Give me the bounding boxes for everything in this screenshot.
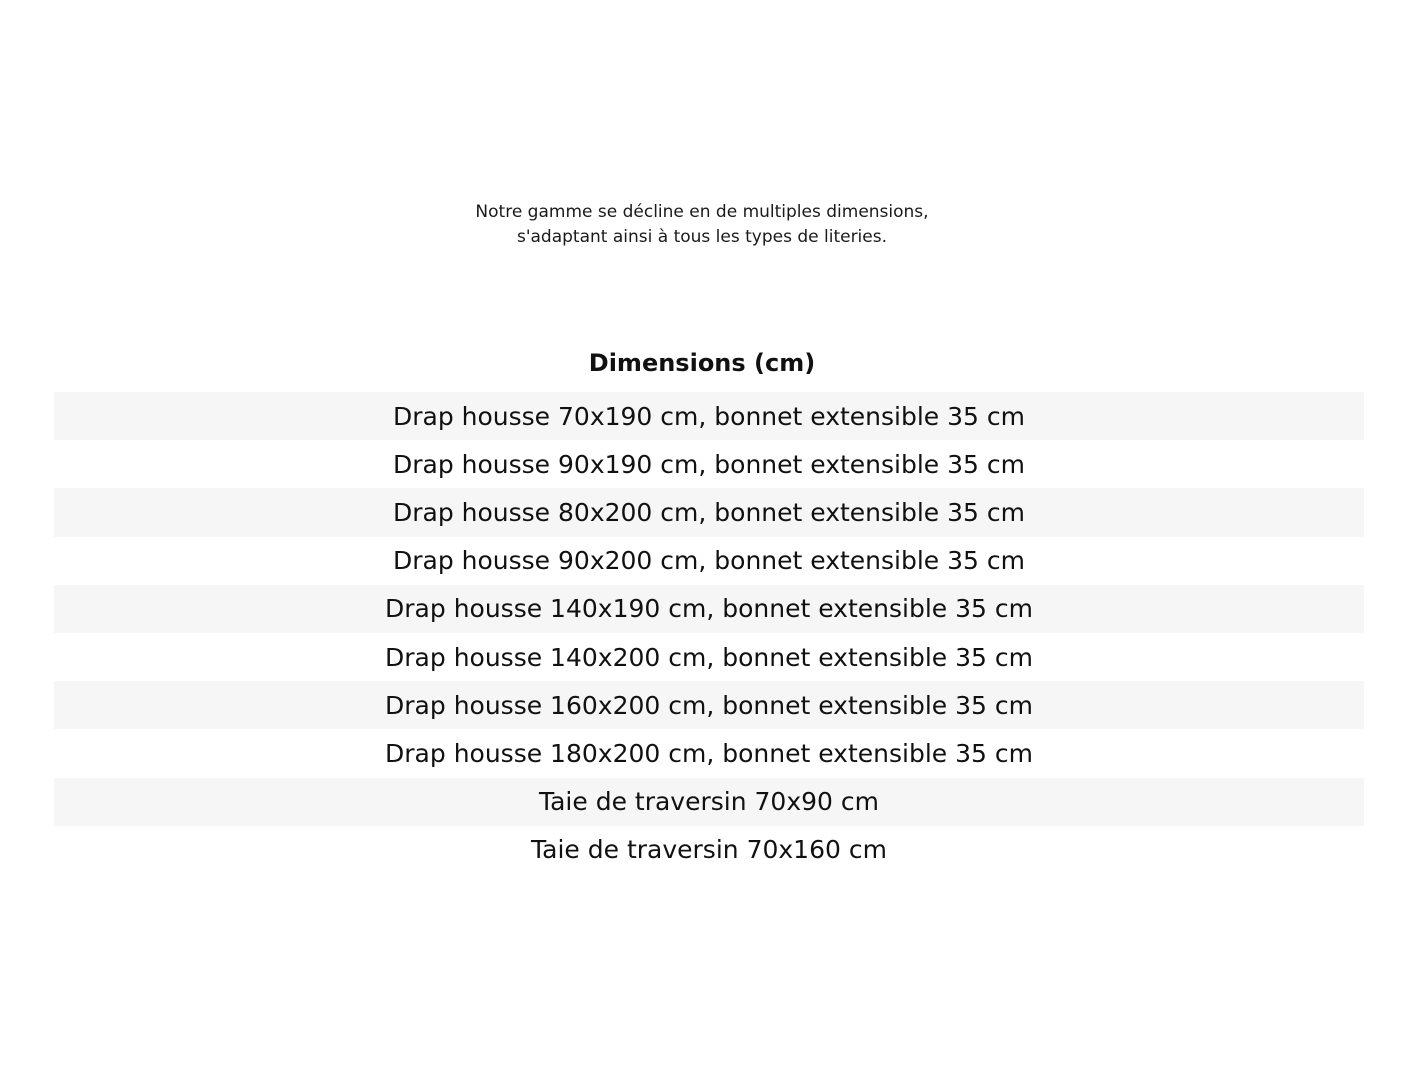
dimension-row: Drap housse 160x200 cm, bonnet extensible 35 cm xyxy=(54,681,1364,729)
dimensions-title: Dimensions (cm) xyxy=(588,349,816,377)
dimension-row: Drap housse 90x200 cm, bonnet extensible 35 cm xyxy=(392,546,1025,576)
intro-line-1: Notre gamme se décline en de multiples dimensions, xyxy=(475,202,929,222)
dimension-row: Drap housse 140x190 cm, bonnet extensible 35 cm xyxy=(54,585,1364,633)
dimension-row: Taie de traversin 70x90 cm xyxy=(54,778,1364,826)
dimensions-list xyxy=(54,392,1364,874)
dimension-row: Drap housse 80x200 cm, bonnet extensible 35 cm xyxy=(54,488,1364,536)
intro-text xyxy=(0,200,1404,250)
dimension-row: Drap housse 180x200 cm, bonnet extensible 35 cm xyxy=(385,738,1033,768)
intro-line-2: s'adaptant ainsi à tous les types de literies. xyxy=(516,227,888,247)
dimension-row: Drap housse 90x190 cm, bonnet extensible 35 cm xyxy=(392,449,1025,479)
dimension-row: Drap housse 140x200 cm, bonnet extensible 35 cm xyxy=(385,642,1033,672)
dimension-row: Taie de traversin 70x160 cm xyxy=(531,835,887,865)
dimension-row: Drap housse 70x190 cm, bonnet extensible 35 cm xyxy=(54,392,1364,440)
